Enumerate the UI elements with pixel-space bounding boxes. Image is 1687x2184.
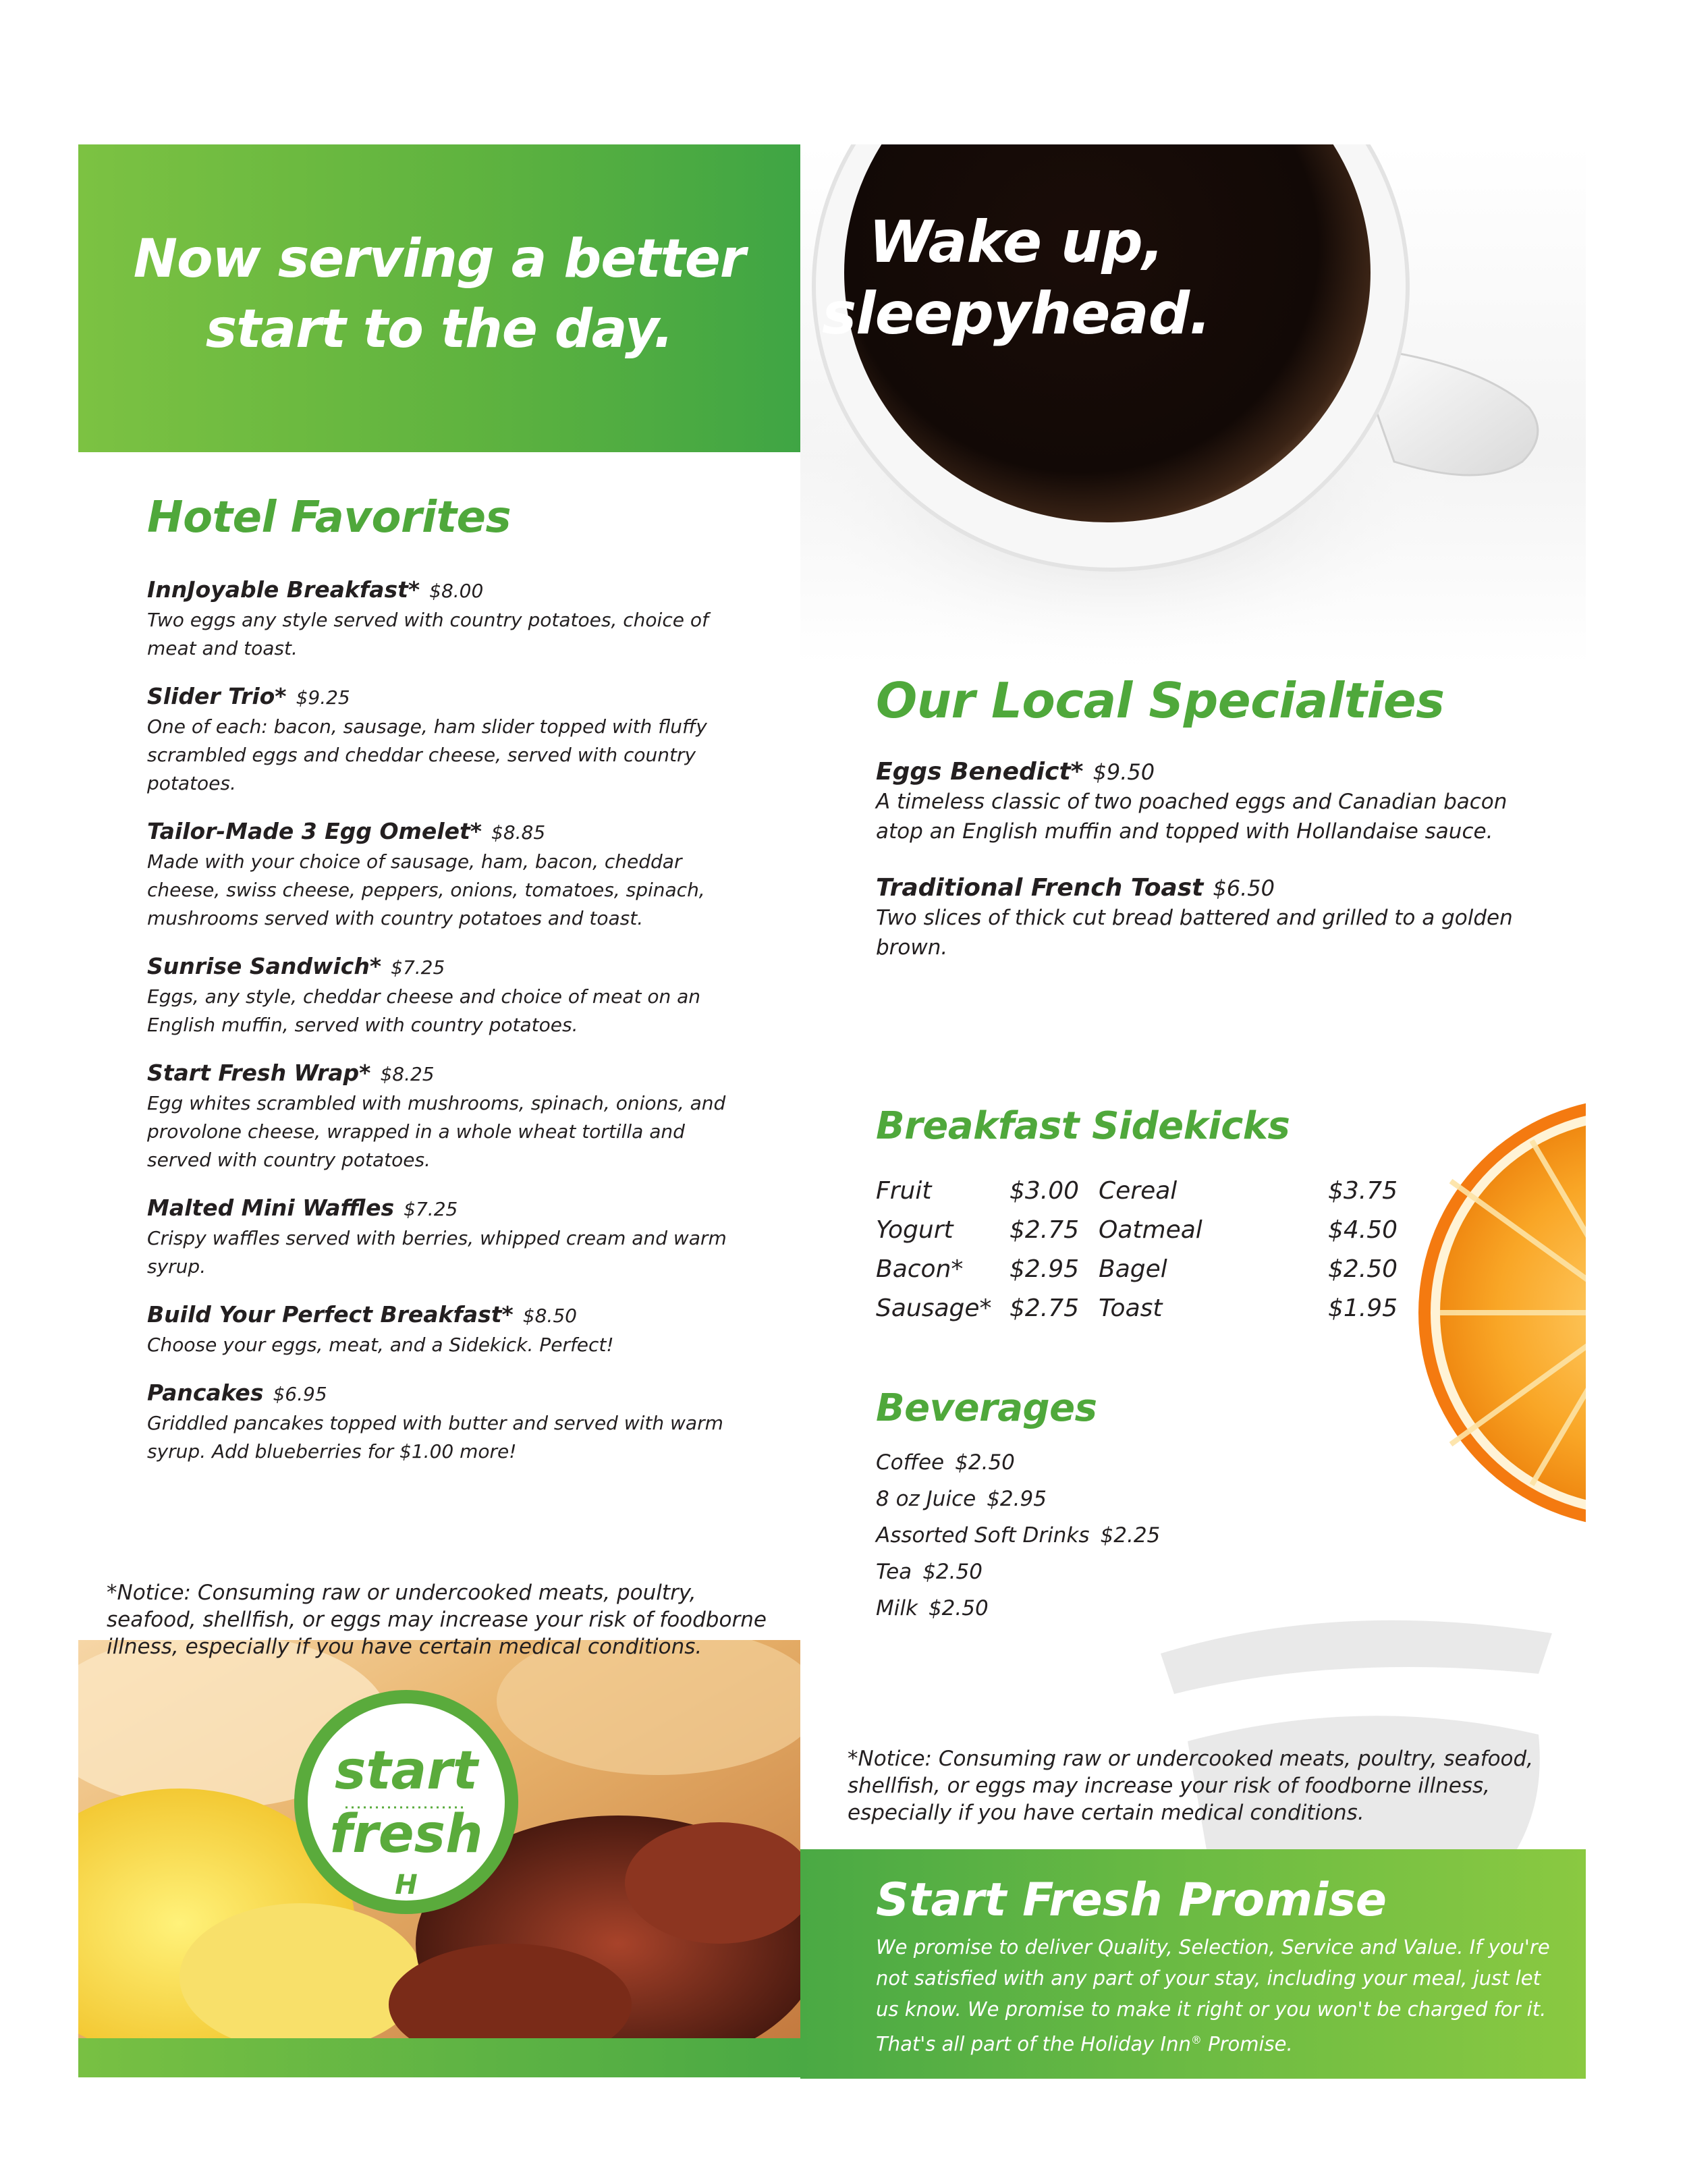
left-headline-line2: start to the day. [205, 299, 673, 360]
start-fresh-badge [292, 1687, 521, 1917]
menu-item [876, 757, 1537, 846]
item-description: Two eggs any style served with country potatoes, choice of meat and toast. [147, 609, 709, 659]
item-price: $7.25 [404, 1198, 458, 1220]
orange-slice-image [1410, 1093, 1586, 1532]
item-description: Choose your eggs, meat, and a Sidekick. Perfect! [147, 1334, 614, 1356]
list-item [876, 1590, 1160, 1627]
beverage-price: $2.50 [922, 1560, 983, 1584]
menu-item [147, 1300, 741, 1359]
sidekick-name: Sausage* [876, 1294, 992, 1322]
item-name: Sunrise Sandwich* [147, 953, 382, 979]
list-item [876, 1444, 1160, 1481]
item-description: Eggs, any style, cheddar cheese and choice of meat on an English muffin, served with country potatoes. [147, 985, 700, 1036]
local-specialties-list [876, 757, 1537, 989]
item-price: $8.25 [380, 1063, 435, 1085]
sidekick-name: Toast [1099, 1294, 1163, 1322]
sidekick-price: $3.75 [1328, 1177, 1398, 1205]
promise-title: Start Fresh Promise [876, 1874, 1387, 1927]
local-specialties-title: Our Local Specialties [876, 672, 1445, 729]
beverage-price: $2.25 [1100, 1523, 1161, 1548]
sidekick-price: $2.95 [1010, 1255, 1080, 1283]
beverages-list [876, 1444, 1160, 1627]
left-allergy-notice: *Notice: Consuming raw or undercooked meats, poultry, seafood, shellfish, or eggs may increase your risk of foodborne illness, especially if you have certain medical conditions. [107, 1581, 767, 1659]
start-fresh-promise-box [800, 1849, 1586, 2079]
sidekick-name: Cereal [1099, 1177, 1178, 1205]
menu-item [147, 1193, 741, 1281]
item-name: Pancakes [147, 1380, 264, 1406]
beverage-name: Tea [876, 1560, 912, 1584]
holiday-inn-logo-icon: H [395, 1869, 418, 1901]
bottom-green-strip [78, 2038, 800, 2077]
menu-item [147, 1378, 741, 1466]
list-item [876, 1481, 1160, 1517]
beverage-name: 8 oz Juice [876, 1487, 976, 1511]
list-item [876, 1517, 1160, 1554]
item-name: InnJoyable Breakfast* [147, 576, 420, 603]
item-price: $7.25 [391, 956, 445, 979]
item-description: One of each: bacon, sausage, ham slider topped with fluffy scrambled eggs and cheddar cheese, served with country potatoes. [147, 715, 707, 794]
promise-text-main: We promise to deliver Quality, Selection, Service and Value. If you're not satisfied with any part of your stay, including your meal, just let us know. We promise to make it right or you won't be charged for it. That's all part of the Holiday Inn [876, 1936, 1550, 2056]
sidekick-name: Bacon* [876, 1255, 964, 1283]
item-name: Traditional French Toast [876, 874, 1204, 902]
menu-item [147, 682, 741, 798]
beverages-title: Beverages [876, 1386, 1097, 1430]
right-allergy-notice: *Notice: Consuming raw or undercooked meats, poultry, seafood, shellfish, or eggs may increase your risk of foodborne illness, especially if you have certain medical conditions. [848, 1747, 1534, 1825]
sidekick-name: Yogurt [876, 1216, 953, 1244]
promise-text [876, 1932, 1551, 2060]
item-price: $6.50 [1213, 875, 1275, 901]
sidekick-price: $3.00 [1010, 1177, 1080, 1205]
item-price: $9.50 [1093, 759, 1155, 785]
left-headline [78, 224, 800, 364]
promise-text-end: Promise. [1201, 2032, 1293, 2056]
hotel-favorites-list [147, 575, 754, 1485]
right-headline-line1: Wake up, [868, 209, 1164, 276]
left-header-banner [78, 144, 800, 452]
beverage-name: Assorted Soft Drinks [876, 1523, 1090, 1548]
beverage-price: $2.50 [928, 1596, 989, 1620]
sidekick-price: $2.75 [1010, 1216, 1080, 1244]
item-price: $8.50 [522, 1305, 577, 1327]
right-headline [800, 207, 1232, 350]
coffee-photo [800, 144, 1586, 664]
menu-item [147, 952, 741, 1039]
table-row [876, 1289, 1409, 1328]
sidekick-name: Bagel [1099, 1255, 1167, 1283]
sidekick-name: Fruit [876, 1177, 932, 1205]
item-price: $8.00 [429, 580, 484, 602]
item-name: Eggs Benedict* [876, 758, 1084, 786]
hotel-favorites-title: Hotel Favorites [147, 493, 511, 543]
table-row [876, 1172, 1409, 1211]
item-price: $6.95 [273, 1383, 327, 1405]
sidekick-price: $4.50 [1328, 1216, 1398, 1244]
table-row [876, 1211, 1409, 1250]
item-name: Tailor-Made 3 Egg Omelet* [147, 818, 482, 844]
beverage-name: Milk [876, 1596, 918, 1620]
item-name: Build Your Perfect Breakfast* [147, 1301, 514, 1328]
item-price: $9.25 [296, 686, 350, 709]
beverage-price: $2.95 [987, 1487, 1047, 1511]
item-price: $8.85 [491, 821, 546, 844]
right-headline-line2: sleepyhead. [822, 280, 1211, 348]
menu-item [147, 1058, 741, 1174]
sidekicks-table [876, 1172, 1409, 1328]
badge-fresh-text: fresh [329, 1804, 483, 1865]
item-name: Start Fresh Wrap* [147, 1060, 371, 1086]
badge-start-text: start [334, 1741, 478, 1801]
item-description: Crispy waffles served with berries, whipped cream and warm syrup. [147, 1227, 727, 1278]
item-description: Two slices of thick cut bread battered and grilled to a golden brown. [876, 906, 1513, 960]
menu-item [147, 817, 741, 933]
item-description: Egg whites scrambled with mushrooms, spinach, onions, and provolone cheese, wrapped in a whole wheat tortilla and served with country potatoes. [147, 1092, 726, 1171]
item-description: Griddled pancakes topped with butter and served with warm syrup. Add blueberries for $1.00 more! [147, 1412, 723, 1463]
sidekick-price: $2.50 [1328, 1255, 1398, 1283]
left-headline-line1: Now serving a better [133, 229, 746, 290]
registered-mark: ® [1190, 2033, 1202, 2046]
menu-item [147, 575, 741, 663]
item-description: A timeless classic of two poached eggs and Canadian bacon atop an English muffin and topped with Hollandaise sauce. [876, 790, 1508, 844]
breakfast-sidekicks-title: Breakfast Sidekicks [876, 1104, 1290, 1148]
beverage-price: $2.50 [955, 1450, 1015, 1475]
item-description: Made with your choice of sausage, ham, bacon, cheddar cheese, swiss cheese, peppers, onions, tomatoes, spinach, mushrooms served with country potatoes and toast. [147, 850, 705, 929]
sidekick-name: Oatmeal [1099, 1216, 1202, 1244]
table-row [876, 1250, 1409, 1289]
sidekick-price: $2.75 [1010, 1294, 1080, 1322]
item-name: Malted Mini Waffles [147, 1195, 395, 1221]
sidekick-price: $1.95 [1328, 1294, 1398, 1322]
item-name: Slider Trio* [147, 683, 287, 709]
menu-item [876, 873, 1537, 962]
beverage-name: Coffee [876, 1450, 945, 1475]
list-item [876, 1554, 1160, 1590]
